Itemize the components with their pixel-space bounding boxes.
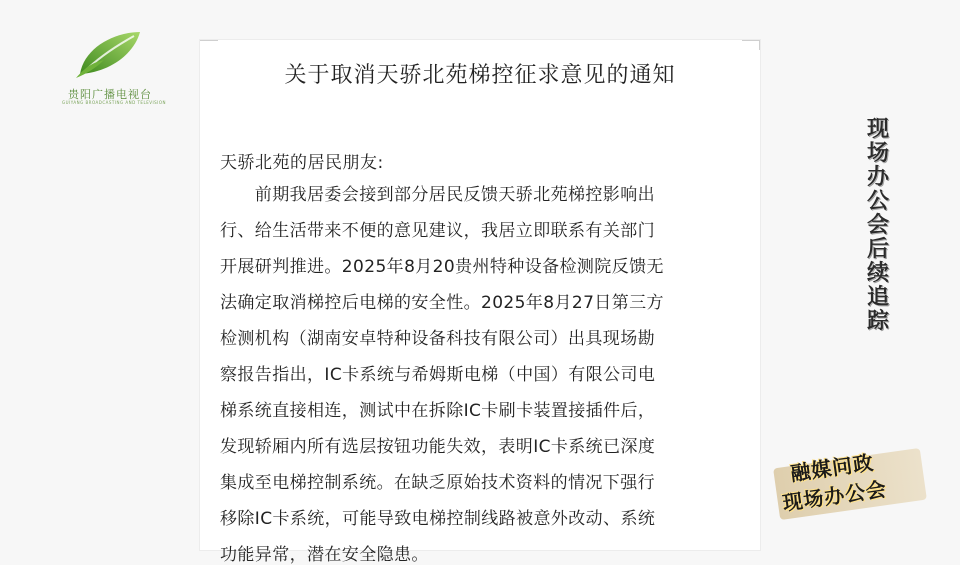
notice-line: 集成至电梯控制系统。在缺乏原始技术资料的情况下强行 bbox=[220, 473, 655, 493]
notice-line: 前期我居委会接到部分居民反馈天骄北苑梯控影响出 bbox=[220, 185, 655, 205]
side-caption-char: 后 bbox=[866, 237, 889, 262]
side-caption-char: 续 bbox=[866, 261, 889, 286]
station-name: 贵阳广播电视台 bbox=[68, 88, 152, 101]
side-caption-char: 现 bbox=[866, 117, 889, 142]
notice-line: 行、给生活带来不便的意见建议，我居立即联系有关部门 bbox=[220, 221, 655, 241]
notice-line: 发现轿厢内所有选层按钮功能失效，表明IC卡系统已深度 bbox=[220, 437, 656, 457]
side-caption-char: 会 bbox=[866, 213, 889, 238]
side-caption-char: 踪 bbox=[866, 309, 889, 334]
notice-line: 检测机构（湖南安卓特种设备科技有限公司）出具现场勘 bbox=[220, 329, 655, 349]
side-caption-char: 办 bbox=[866, 165, 889, 190]
notice-line: 开展研判推进。2025年8月20贵州特种设备检测院反馈无 bbox=[220, 257, 664, 277]
side-caption-char: 追 bbox=[866, 285, 889, 310]
badge-subtitle: 现场办公会 bbox=[781, 476, 889, 516]
salutation: 天骄北苑的居民朋友: bbox=[220, 153, 384, 173]
notice-title: 关于取消天骄北苑梯控征求意见的通知 bbox=[284, 63, 676, 88]
notice-line: 移除IC卡系统，可能导致电梯控制线路被意外改动、系统 bbox=[220, 509, 656, 529]
side-caption bbox=[858, 118, 898, 334]
side-caption-char: 公 bbox=[866, 189, 889, 214]
notice-line: 察报告指出，IC卡系统与希姆斯电梯（中国）有限公司电 bbox=[220, 365, 656, 385]
notice-line: 功能异常，潜在安全隐患。 bbox=[220, 545, 429, 565]
side-caption-char: 场 bbox=[866, 141, 889, 166]
program-badge bbox=[776, 440, 926, 520]
notice-line: 法确定取消梯控后电梯的安全性。2025年8月27日第三方 bbox=[220, 293, 664, 313]
station-name-en: GUIYANG BROADCASTING AND TELEVISION bbox=[62, 100, 166, 105]
badge-title: 融媒问政 bbox=[788, 450, 876, 486]
notice-line: 梯系统直接相连，测试中在拆除IC卡刷卡装置接插件后， bbox=[220, 401, 656, 421]
